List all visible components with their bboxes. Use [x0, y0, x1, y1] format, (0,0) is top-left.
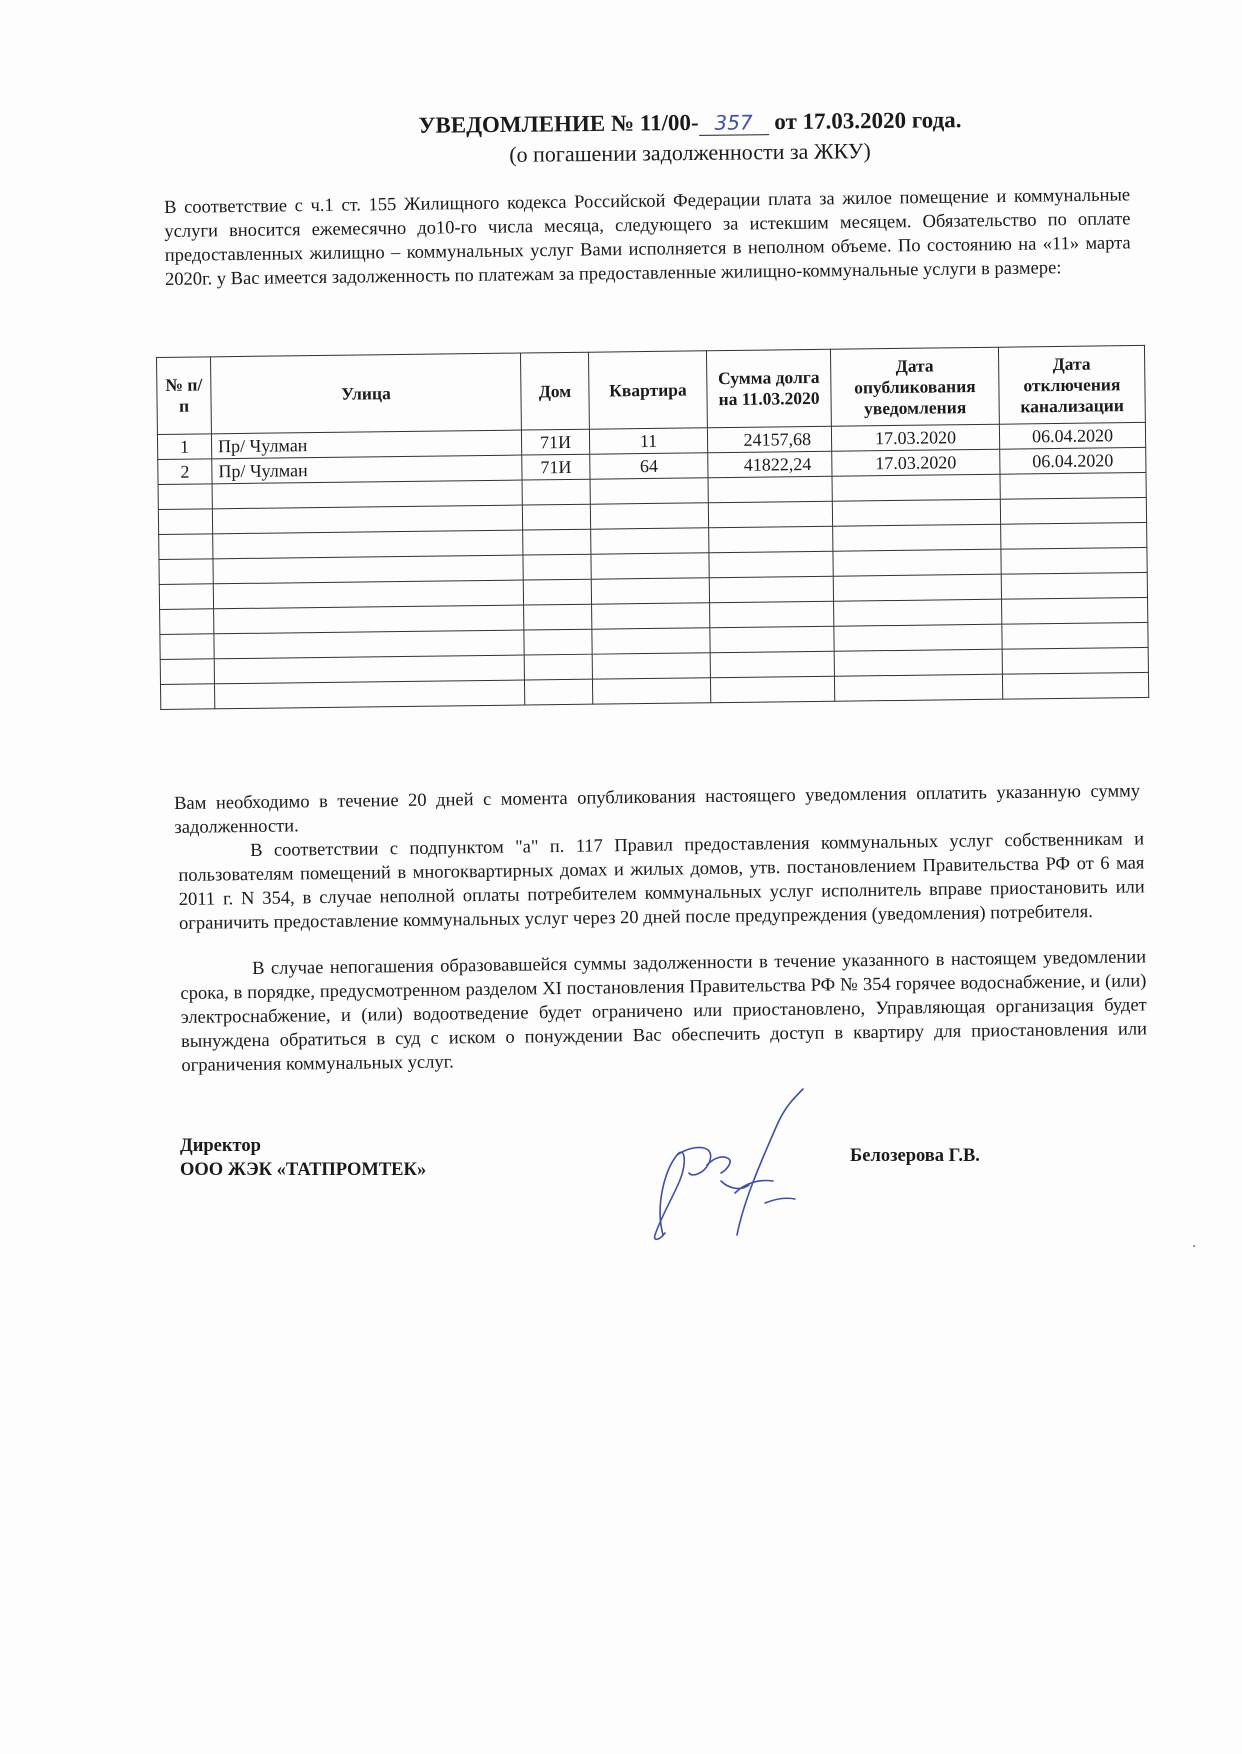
- intro-paragraph: В соответствие с ч.1 ст. 155 Жилищного кодекса Российской Федерации плата за жилое помещение и коммунальные услуги вносится ежемесячно до10-го числа месяца, следующего за истекшим месяцем. Обязательство по оплате предоставленных жилищно – коммунальных услуг Вами исполняется в неполном объеме. По состоянию на «11» марта 2020г. у Вас имеется задолженность по платежам за предоставленные жилищно-коммунальные услуги в размере:: [164, 185, 1131, 290]
- cell-apartment: [590, 478, 708, 504]
- cell-cutoff: [1002, 672, 1148, 699]
- cell-published: [832, 499, 1000, 526]
- cell-published: [834, 649, 1002, 676]
- cell-published: [834, 674, 1002, 701]
- handwritten-signature: [625, 1085, 815, 1245]
- cell-num: [160, 659, 214, 685]
- cell-street: Пр/ Чулман: [212, 455, 522, 484]
- cell-house: 71И: [521, 429, 589, 455]
- col-header-street: Улица: [211, 353, 522, 434]
- notice-subtitle: (о погашении задолженности за ЖКУ): [509, 138, 871, 167]
- cell-apartment: 64: [590, 453, 708, 479]
- rules-paragraph: В соответствии с подпунктом "а" п. 117 Правил предоставления коммунальных услуг собственникам и пользователям помещений в многоквартирных домах и жилых домов, утв. постановлением Правительства РФ от 6 мая 2011 г. N 354, в случае неполной оплаты потребителем коммунальных услуг исполнитель вправе приостановить или ограничить предоставление коммунальных услуг через 20 дней после предупреждения (уведомления) потребителя.: [178, 829, 1145, 934]
- cell-apartment: [592, 653, 710, 679]
- cell-street: [213, 555, 523, 584]
- cell-debt: [710, 626, 834, 653]
- scan-speck: [1193, 1245, 1195, 1247]
- cell-cutoff: [1000, 472, 1146, 499]
- cell-street: [213, 580, 523, 609]
- cell-published: [832, 474, 1000, 501]
- cell-street: [212, 505, 522, 534]
- cell-cutoff: [1002, 597, 1148, 624]
- cell-cutoff: [1002, 647, 1148, 674]
- cell-debt: 24157,68: [707, 426, 831, 453]
- table-header-row: [157, 345, 1146, 434]
- cell-debt: [709, 576, 833, 603]
- cell-house: [523, 529, 591, 555]
- cell-debt: [710, 651, 834, 678]
- cell-num: [161, 684, 215, 710]
- cell-cutoff: [1001, 547, 1147, 574]
- cell-published: [833, 524, 1001, 551]
- cell-debt: [709, 551, 833, 578]
- cell-num: [160, 634, 214, 660]
- cell-house: [524, 679, 592, 705]
- cell-street: Пр/ Чулман: [211, 430, 521, 459]
- col-header-debt: Сумма долга на 11.03.2020: [706, 349, 831, 428]
- col-header-cutoff: Дата отключения канализации: [998, 345, 1145, 424]
- cell-apartment: [591, 553, 709, 579]
- cell-street: [214, 680, 524, 709]
- title-suffix: от 17.03.2020 года.: [774, 107, 962, 135]
- consequences-paragraph: В случае непогашения образовавшейся суммы задолженности в течение указанного в настоящем уведомлении срока, в порядке, предусмотренном разделом XI постановления Правительства РФ № 354 горячее водоснабжение, и (или) электроснабжение, и (или) водоотведение будет ограничено или приостановлено, Управляющая организация будет вынуждена обратиться в суд с иском о понуждении Вас обеспечить доступ в квартиру для приостановления или ограничения коммунальных услуг.: [180, 947, 1148, 1076]
- col-header-num: № п/п: [157, 357, 212, 435]
- cell-num: [158, 484, 212, 510]
- cell-num: [159, 584, 213, 610]
- cell-published: 17.03.2020: [832, 449, 1000, 476]
- cell-street: [212, 480, 522, 509]
- signatory-name: Белозерова Г.В.: [850, 1146, 980, 1166]
- cell-published: [834, 599, 1002, 626]
- cell-cutoff: [1001, 522, 1147, 549]
- cell-num: 2: [158, 459, 212, 485]
- cell-cutoff: [1002, 622, 1148, 649]
- cell-street: [214, 605, 524, 634]
- col-header-apartment: Квартира: [588, 351, 707, 429]
- cell-house: [524, 629, 592, 655]
- cell-debt: [708, 501, 832, 528]
- cell-apartment: [590, 503, 708, 529]
- cell-house: [524, 604, 592, 630]
- cell-debt: [708, 476, 832, 503]
- cell-street: [214, 655, 524, 684]
- cell-house: [523, 554, 591, 580]
- cell-published: [833, 549, 1001, 576]
- cell-apartment: 11: [589, 428, 707, 454]
- signatory-organization: ООО ЖЭК «ТАТПРОМТЕК»: [180, 1160, 427, 1180]
- cell-house: [524, 654, 592, 680]
- cell-published: [834, 624, 1002, 651]
- cell-house: [523, 579, 591, 605]
- cell-apartment: [592, 603, 710, 629]
- cell-street: [213, 530, 523, 559]
- cell-num: [159, 534, 213, 560]
- cell-debt: [710, 676, 834, 703]
- signatory-position: Директор: [180, 1136, 261, 1156]
- cell-cutoff: [1000, 497, 1146, 524]
- cell-num: [158, 509, 212, 535]
- cell-num: [160, 609, 214, 635]
- payment-deadline-paragraph: Вам необходимо в течение 20 дней с момента опубликования настоящего уведомления оплатить указанную сумму задолженности.: [174, 781, 1141, 838]
- cell-house: [522, 479, 590, 505]
- cell-cutoff: [1001, 572, 1147, 599]
- cell-published: 17.03.2020: [831, 424, 999, 451]
- cell-debt: 41822,24: [708, 451, 832, 478]
- cell-num: 1: [157, 434, 211, 460]
- cell-debt: [709, 526, 833, 553]
- cell-debt: [710, 601, 834, 628]
- cell-num: [159, 559, 213, 585]
- cell-apartment: [591, 528, 709, 554]
- cell-apartment: [591, 578, 709, 604]
- cell-street: [214, 630, 524, 659]
- cell-house: 71И: [522, 454, 590, 480]
- signatory-block: [180, 1134, 426, 1182]
- title-prefix: УВЕДОМЛЕНИЕ № 11/00-: [418, 109, 699, 138]
- col-header-published: Дата опубликования уведомления: [830, 347, 999, 426]
- handwritten-notice-number: 357: [698, 110, 768, 136]
- col-header-house: Дом: [520, 352, 589, 430]
- debt-table: [156, 345, 1149, 710]
- debt-table-container: [156, 345, 1148, 710]
- notice-title: [250, 105, 1130, 140]
- cell-apartment: [592, 678, 710, 704]
- cell-cutoff: 06.04.2020: [999, 422, 1145, 449]
- cell-house: [522, 504, 590, 530]
- debt-table-body: [157, 422, 1148, 709]
- cell-apartment: [592, 628, 710, 654]
- cell-cutoff: 06.04.2020: [1000, 447, 1146, 474]
- cell-published: [833, 574, 1001, 601]
